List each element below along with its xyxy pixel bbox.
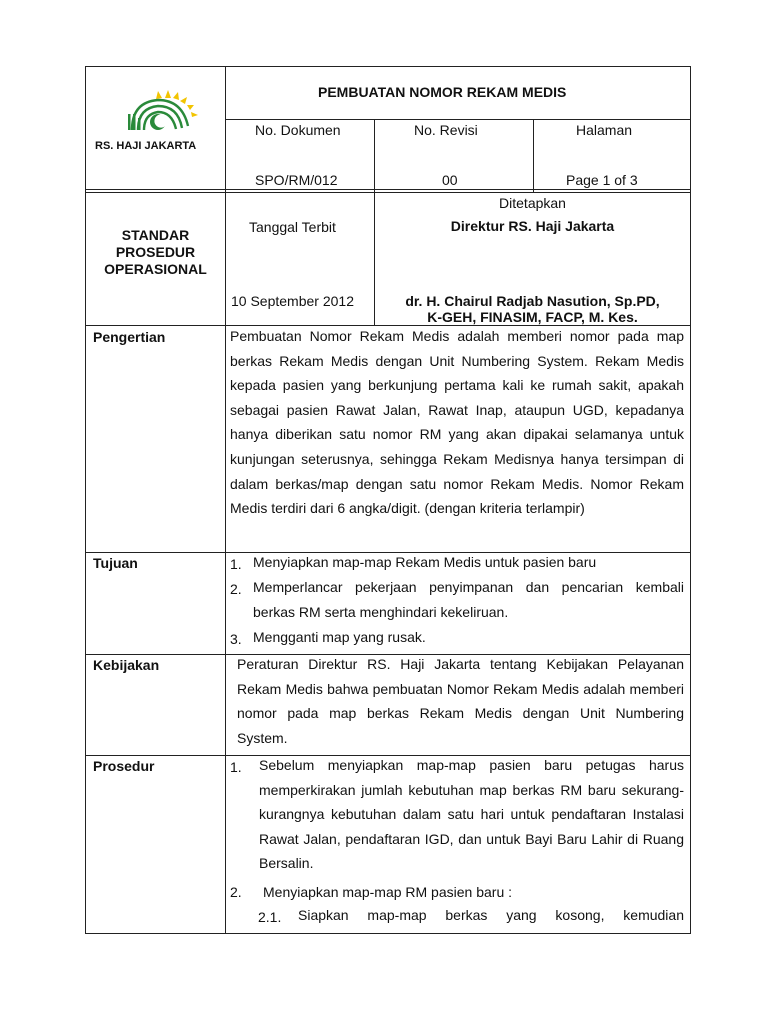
spo-title-line2: PROSEDUR xyxy=(115,244,196,260)
ditetapkan-label: Ditetapkan xyxy=(499,195,566,211)
prosedur-item-2-1-text: Siapkan map-map berkas yang kosong, kemudian xyxy=(298,907,684,923)
pengertian-text: Pembuatan Nomor Rekam Medis adalah memberi nomor pada map berkas Rekam Medis dengan Unit Numbering System. Rekam Medis kepada pasien yang berkunjung pertama kali ke rumah sakit, apakah sebagai pasien Rawat Jalan, Rawat Inap, ataupun UGD, kepadanya hanya diberikan satu nomor RM yang akan dipakai selamanya untuk kunjungan seterusnya, sehingga Rekam Medisnya hanya tersimpan di dalam berkas/map dengan satu nomor Rekam Medis. Nomor Rekam Medis terdiri dari 6 angka/digit. (dengan kriteria terlampir) xyxy=(230,328,684,517)
no-revisi-value: 00 xyxy=(442,172,458,188)
tujuan-item-3-text: Mengganti map yang rusak. xyxy=(253,629,426,645)
prosedur-item-1-num: 1. xyxy=(230,759,242,775)
spo-title-line3: OPERASIONAL xyxy=(104,261,207,277)
no-dokumen-label: No. Dokumen xyxy=(255,122,341,138)
tanggal-terbit-label: Tanggal Terbit xyxy=(249,219,336,235)
spo-title-line1: STANDAR xyxy=(121,227,190,243)
tujuan-item-3-num: 3. xyxy=(230,631,242,647)
no-dokumen-value: SPO/RM/012 xyxy=(255,172,338,188)
tujuan-item-2-text: Memperlancar pekerjaan penyimpanan dan pencarian kembali berkas RM serta menghindari kekeliruan. xyxy=(253,579,684,620)
section-label-tujuan: Tujuan xyxy=(93,555,138,571)
crescent-emblem-icon xyxy=(122,88,202,136)
no-revisi-label: No. Revisi xyxy=(414,122,478,138)
section-label-kebijakan: Kebijakan xyxy=(93,657,160,673)
prosedur-item-2-num: 2. xyxy=(230,884,242,900)
signer-name-line2: K-GEH, FINASIM, FACP, M. Kes. xyxy=(427,309,638,325)
ditetapkan-by: Direktur RS. Haji Jakarta xyxy=(450,218,615,234)
tujuan-item-1-text: Menyiapkan map-map Rekam Medis untuk pasien baru xyxy=(253,554,597,570)
signer-name-line1: dr. H. Chairul Radjab Nasution, Sp.PD, xyxy=(405,293,660,309)
halaman-value: Page 1 of 3 xyxy=(566,172,638,188)
prosedur-item-2-text: Menyiapkan map-map RM pasien baru : xyxy=(263,884,513,900)
prosedur-item-2-1-num: 2.1. xyxy=(258,909,282,925)
hospital-logo xyxy=(122,88,202,136)
section-label-pengertian: Pengertian xyxy=(93,329,166,345)
section-label-prosedur: Prosedur xyxy=(93,758,155,774)
kebijakan-text: Peraturan Direktur RS. Haji Jakarta tentang Kebijakan Pelayanan Rekam Medis bahwa pembuatan Nomor Rekam Medis adalah memberi nomor pada map berkas Rekam Medis dengan Unit Numbering System. xyxy=(237,656,684,746)
prosedur-item-1-text: Sebelum menyiapkan map-map pasien baru petugas harus memperkirakan jumlah kebutuhan map berkas RM baru sekurang-kurangnya kebutuhan dalam satu hari untuk pendaftaran Instalasi Rawat Jalan, pendaftaran IGD, dan untuk Bayi Baru Lahir di Ruang Bersalin. xyxy=(259,757,684,872)
halaman-label: Halaman xyxy=(576,122,633,138)
tanggal-terbit-value: 10 September 2012 xyxy=(231,293,354,309)
tujuan-item-2-num: 2. xyxy=(230,581,242,597)
document-title: PEMBUATAN NOMOR REKAM MEDIS xyxy=(318,84,567,100)
hospital-name: RS. HAJI JAKARTA xyxy=(95,140,197,152)
tujuan-item-1-num: 1. xyxy=(230,556,242,572)
